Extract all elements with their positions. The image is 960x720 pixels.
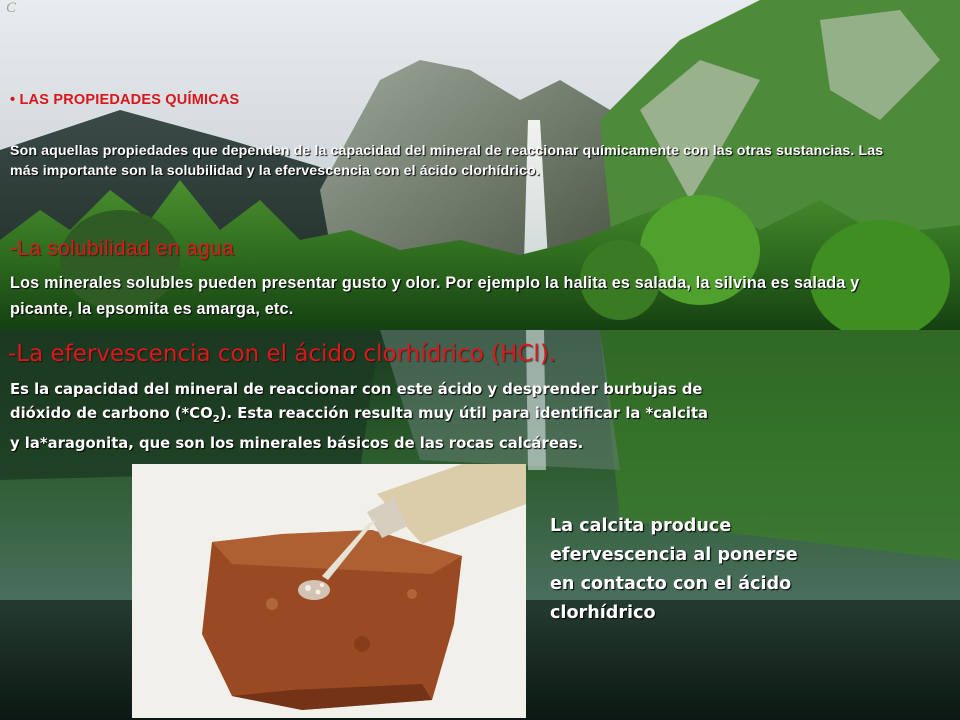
- section-heading: • LAS PROPIEDADES QUÍMICAS: [10, 92, 240, 108]
- intro-paragraph: Son aquellas propiedades que dependen de la capacidad del mineral de reaccionar químicamente con las otras sustancias. Las más importante son la solubilidad y la efervescencia con el ácido clorhídrico.: [10, 143, 884, 179]
- corner-mark: C: [6, 0, 17, 16]
- effervescence-text-part1: Es la capacidad del mineral de reaccionar con este ácido y desprender burbujas de dióxido de carbono (*CO: [10, 381, 703, 422]
- solubility-paragraph: Los minerales solubles pueden presentar gusto y olor. Por ejemplo la halita es salada, la silvina es salada y picante, la epsomita es amarga, etc.: [10, 274, 860, 318]
- effervescence-paragraph: [10, 378, 710, 456]
- solubility-title: -La solubilidad en agua: [10, 237, 235, 260]
- effervescence-title: -La efervescencia con el ácido clorhídrico (HCl).: [8, 341, 557, 367]
- co2-subscript: 2: [212, 413, 220, 425]
- calcite-acid-photo: [132, 464, 526, 718]
- effervescence-text-part2: ). Esta reacción resulta muy útil para identificar la *calcita y la*aragonita, que son los minerales básicos de las rocas calcáreas.: [10, 405, 709, 452]
- photo-caption: La calcita produce efervescencia al ponerse en contacto con el ácido clorhídrico: [550, 516, 798, 623]
